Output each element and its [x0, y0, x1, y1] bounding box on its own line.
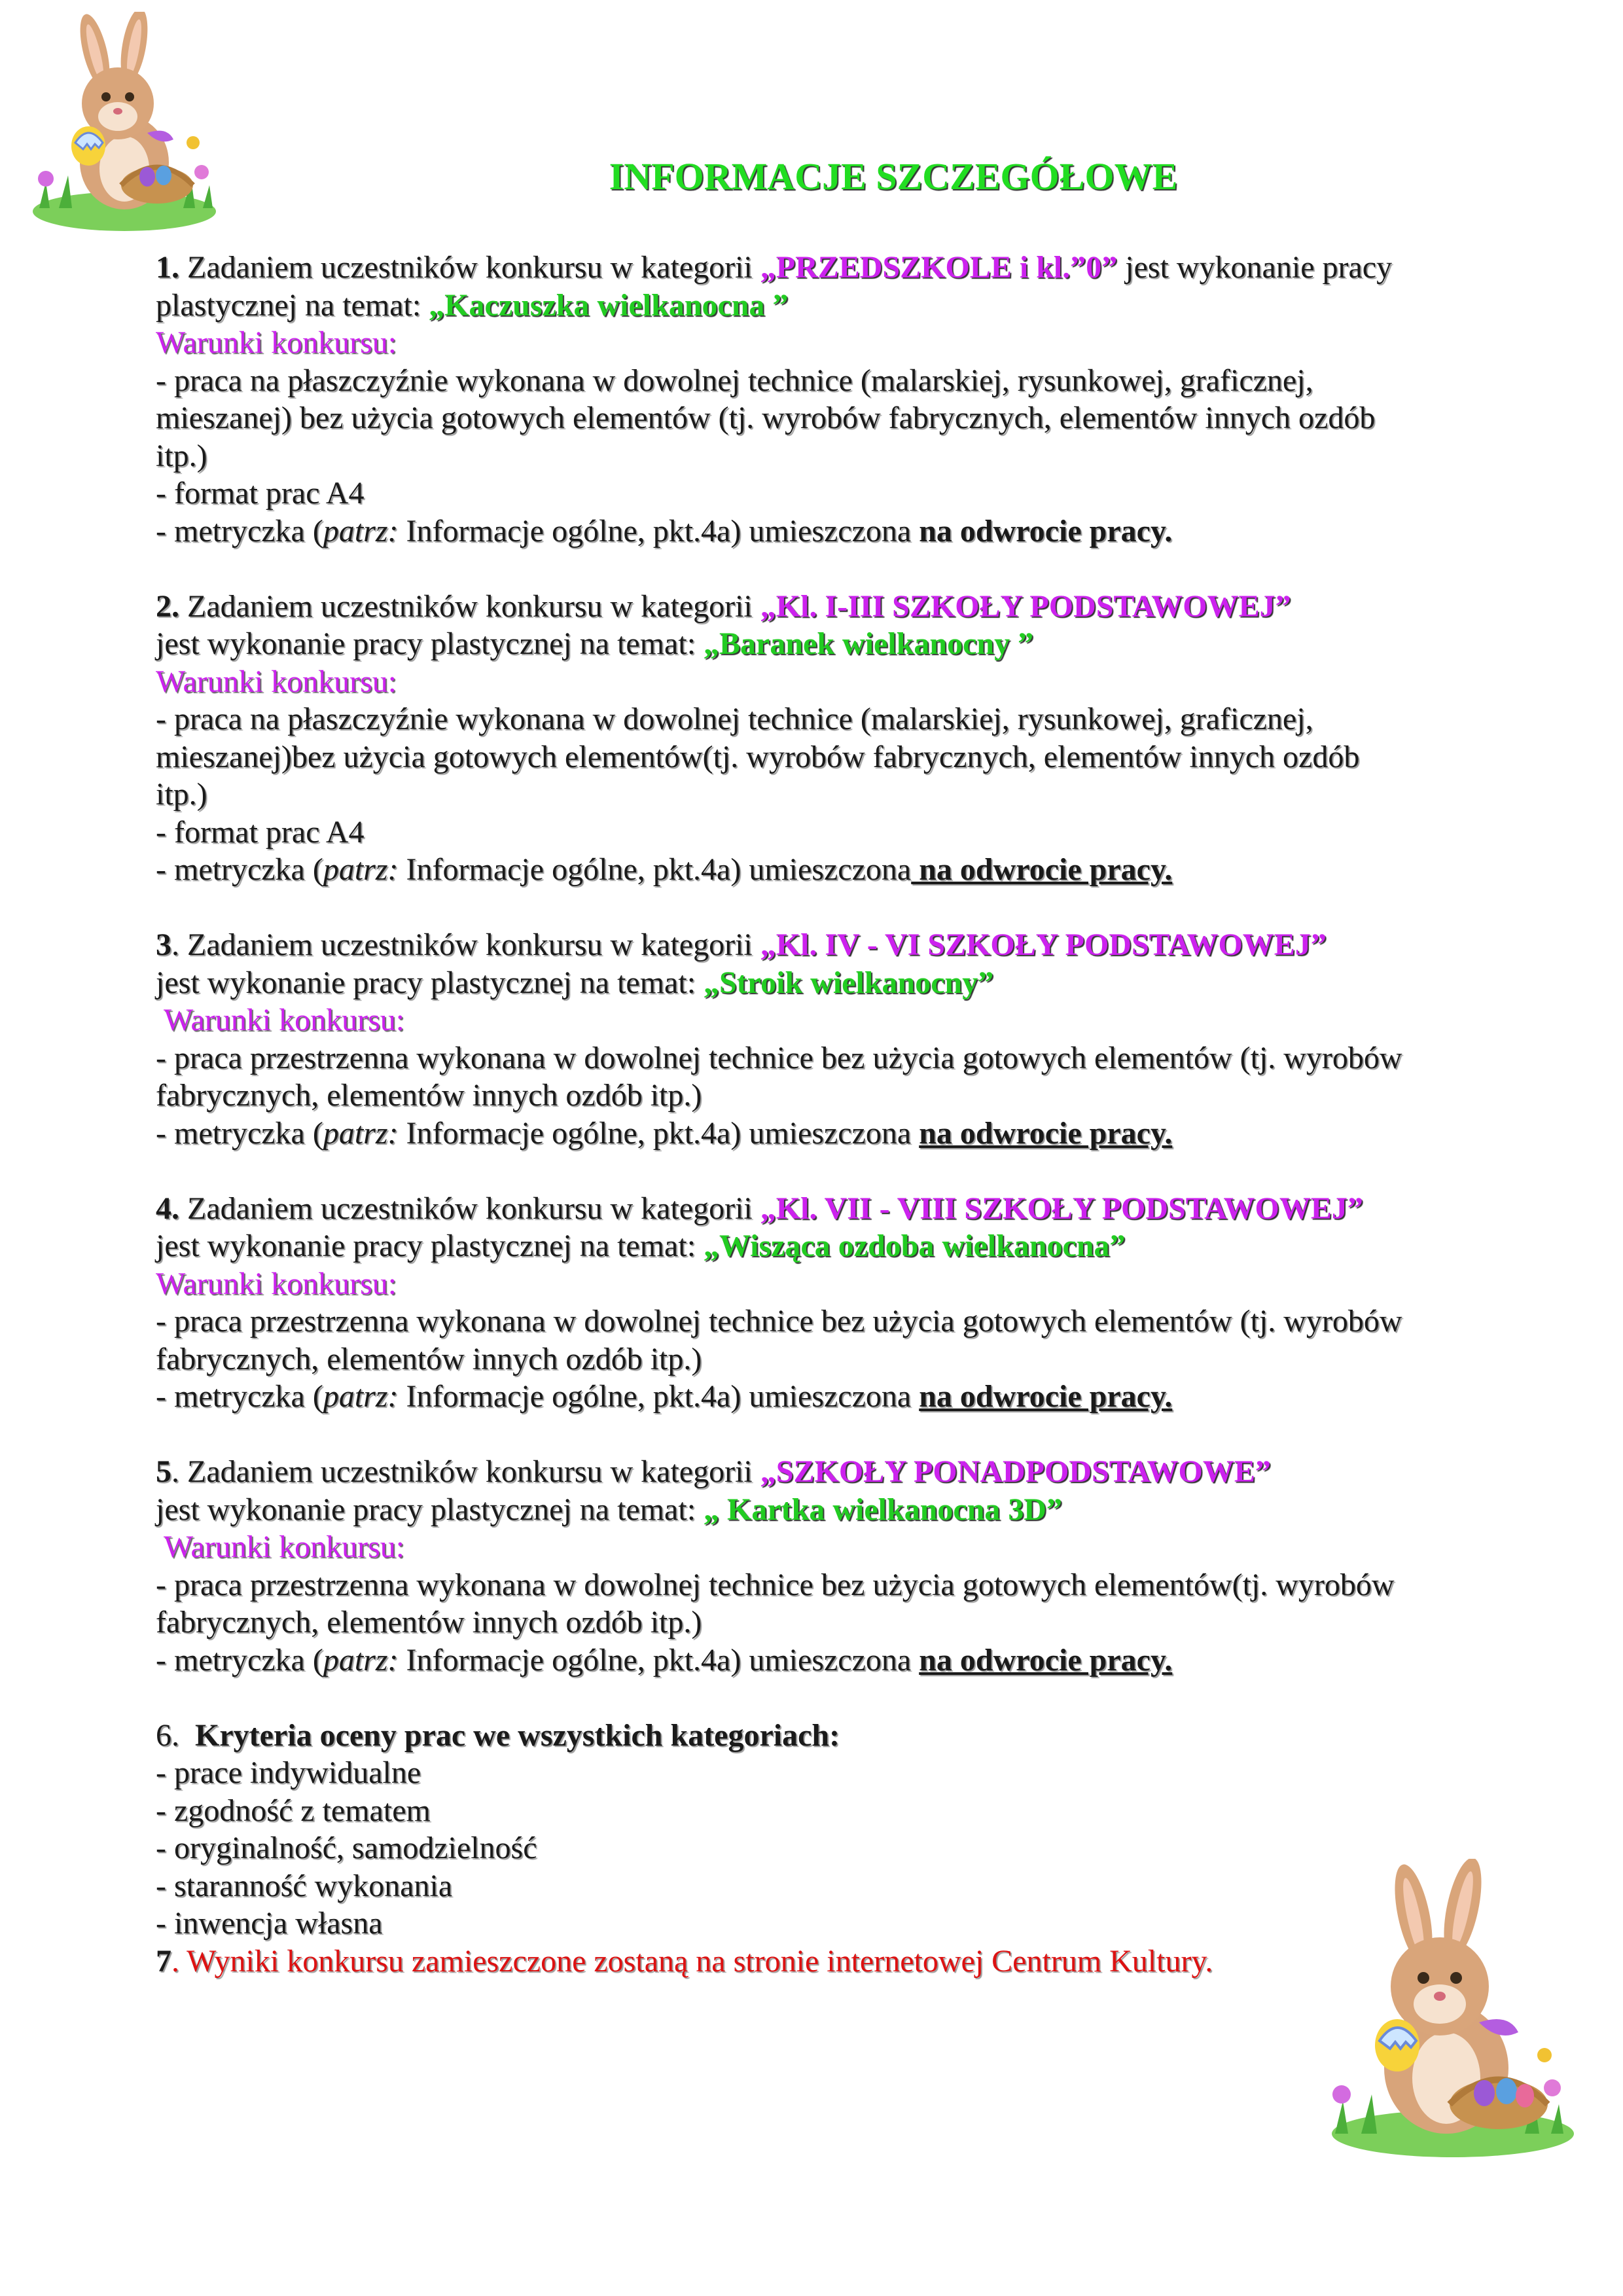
easter-bunny-illustration [26, 12, 223, 234]
section-3: 3. Zadaniem uczestników konkursu w kategorii „Kl. IV - VI SZKOŁY PODSTAWOWEJ” jest wykonanie pracy plastycznej na temat: „Stroik wielkanocny” Warunki konkursu: - praca przestrzenna wykonana w dowolnej technice bez użycia gotowych elementów (tj. wyrobów fabrycznych, elementów innych ozdób itp.) - metryczka (patrz: Informacje ogólne, pkt.4a) umieszczona na odwrocie pracy. [156, 926, 1491, 1152]
rule-line: - praca na płaszczyźnie wykonana w dowolnej technice (malarskiej, rysunkowej, graficznej, [156, 363, 1313, 398]
section-number: 7 [156, 1943, 171, 1979]
criteria-item: - staranność wykonania [156, 1868, 453, 1903]
topic-name: „Wisząca ozdoba wielkanocna” [704, 1229, 1126, 1263]
section-number: 5 [156, 1454, 171, 1489]
results-text: . Wyniki konkursu zamieszczone zostaną na stronie internetowej Centrum Kultury. [171, 1943, 1213, 1979]
criteria-section [156, 1717, 1491, 1943]
metryczka-line: - metryczka (patrz: Informacje ogólne, pkt.4a) umieszczona na odwrocie pracy. [156, 1642, 1173, 1677]
criteria-item: - inwencja własna [156, 1906, 383, 1941]
rule-line: itp.) [156, 777, 207, 812]
category-name: „PRZEDSZKOLE i kl.”0” [760, 250, 1118, 285]
topic-name: „Kaczuszka wielkanocna ” [429, 287, 789, 323]
rule-line: - format prac A4 [156, 476, 365, 511]
category-name: „Kl. VII - VIII SZKOŁY PODSTAWOWEJ” [760, 1191, 1363, 1226]
easter-bunny-basket-illustration [1315, 1859, 1577, 2160]
section-number: 1. [156, 250, 179, 285]
page-title: INFORMACJE SZCZEGÓŁOWE [609, 155, 1178, 198]
conditions-label: Warunki konkursu: [164, 1530, 405, 1564]
rule-line: mieszanej)bez użycia gotowych elementów(tj. wyrobów fabrycznych, elementów innych ozdób [156, 739, 1360, 774]
rule-line: - praca na płaszczyźnie wykonana w dowolnej technice (malarskiej, rysunkowej, graficznej, [156, 702, 1313, 736]
section-4: 4. Zadaniem uczestników konkursu w kategorii „Kl. VII - VIII SZKOŁY PODSTAWOWEJ” jest wykonanie pracy plastycznej na temat: „Wisząca ozdoba wielkanocna” Warunki konkursu: - praca przestrzenna wykonana w dowolnej technice bez użycia gotowych elementów (tj. wyrobów fabrycznych, elementów innych ozdób itp.) - metryczka (patrz: Informacje ogólne, pkt.4a) umieszczona na odwrocie pracy. [156, 1190, 1491, 1416]
section-number: 4. [156, 1191, 179, 1226]
rule-line: - format prac A4 [156, 814, 365, 850]
category-name: „Kl. IV - VI SZKOŁY PODSTAWOWEJ” [760, 927, 1327, 962]
rule-line: mieszanej) bez użycia gotowych elementów (tj. wyrobów fabrycznych, elementów innych ozdób [156, 401, 1376, 435]
section-number: 3 [156, 927, 171, 962]
section-number: 6. [156, 1717, 179, 1753]
topic-name: „ Kartka wielkanocna 3D” [704, 1492, 1063, 1527]
rule-line: fabrycznych, elementów innych ozdób itp.) [156, 1078, 702, 1113]
document-body [156, 249, 1491, 1980]
category-name: „Kl. I-III SZKOŁY PODSTAWOWEJ” [760, 588, 1291, 624]
metryczka-line: - metryczka (patrz: Informacje ogólne, pkt.4a) umieszczona na odwrocie pracy. [156, 852, 1173, 887]
metryczka-line: - metryczka (patrz: Informacje ogólne, pkt.4a) umieszczona na odwrocie pracy. [156, 513, 1173, 548]
section-2: 2. Zadaniem uczestników konkursu w kategorii „Kl. I-III SZKOŁY PODSTAWOWEJ” jest wykonanie pracy plastycznej na temat: „Baranek wielkanocny ” Warunki konkursu: - praca na płaszczyźnie wykonana w dowolnej technice (malarskiej, rysunkowej, graficznej, mieszanej)bez użycia gotowych elementów(tj. wyrobów fabrycznych, elementów innych ozdób itp.) - format prac A4 - metryczka (patrz: Informacje ogólne, pkt.4a) umieszczona na odwrocie pracy. [156, 588, 1491, 889]
conditions-label: Warunki konkursu: [156, 664, 397, 699]
criteria-item: - oryginalność, samodzielność [156, 1831, 537, 1865]
rule-line: fabrycznych, elementów innych ozdób itp.) [156, 1605, 702, 1640]
rule-line: - praca przestrzenna wykonana w dowolnej technice bez użycia gotowych elementów (tj. wyrobów [156, 1040, 1402, 1075]
metryczka-line: - metryczka (patrz: Informacje ogólne, pkt.4a) umieszczona na odwrocie pracy. [156, 1379, 1173, 1414]
section-number: 2. [156, 588, 179, 624]
metryczka-line: - metryczka (patrz: Informacje ogólne, pkt.4a) umieszczona na odwrocie pracy. [156, 1115, 1173, 1151]
topic-name: „Stroik wielkanocny” [704, 965, 994, 1000]
topic-name: „Baranek wielkanocny ” [704, 626, 1034, 661]
section-1: 1. Zadaniem uczestników konkursu w kategorii „PRZEDSZKOLE i kl.”0” jest wykonanie pracy plastycznej na temat: „Kaczuszka wielkanocna ” Warunki konkursu: - praca na płaszczyźnie wykonana w dowolnej technice (malarskiej, rysunkowej, graficznej, mieszanej) bez użycia gotowych elementów (tj. wyrobów fabrycznych, elementów innych ozdób itp.) - format prac A4 - metryczka (patrz: Informacje ogólne, pkt.4a) umieszczona na odwrocie pracy. [156, 249, 1491, 550]
rule-line: - praca przestrzenna wykonana w dowolnej technice bez użycia gotowych elementów (tj. wyrobów [156, 1304, 1402, 1338]
criteria-item: - zgodność z tematem [156, 1793, 431, 1828]
criteria-item: - prace indywidualne [156, 1755, 421, 1790]
category-name: „SZKOŁY PONADPODSTAWOWE” [760, 1454, 1271, 1489]
conditions-label: Warunki konkursu: [164, 1003, 405, 1037]
rule-line: fabrycznych, elementów innych ozdób itp.) [156, 1341, 702, 1376]
results-section [156, 1943, 1491, 1981]
criteria-heading: Kryteria oceny prac we wszystkich kategoriach: [195, 1717, 840, 1753]
rule-line: - praca przestrzenna wykonana w dowolnej technice bez użycia gotowych elementów(tj. wyrobów [156, 1567, 1395, 1602]
rule-line: itp.) [156, 438, 207, 473]
conditions-label: Warunki konkursu: [156, 1266, 397, 1301]
conditions-label: Warunki konkursu: [156, 325, 397, 360]
section-5: 5. Zadaniem uczestników konkursu w kategorii „SZKOŁY PONADPODSTAWOWE” jest wykonanie pracy plastycznej na temat: „ Kartka wielkanocna 3D” Warunki konkursu: - praca przestrzenna wykonana w dowolnej technice bez użycia gotowych elementów(tj. wyrobów fabrycznych, elementów innych ozdób itp.) - metryczka (patrz: Informacje ogólne, pkt.4a) umieszczona na odwrocie pracy. [156, 1453, 1491, 1679]
